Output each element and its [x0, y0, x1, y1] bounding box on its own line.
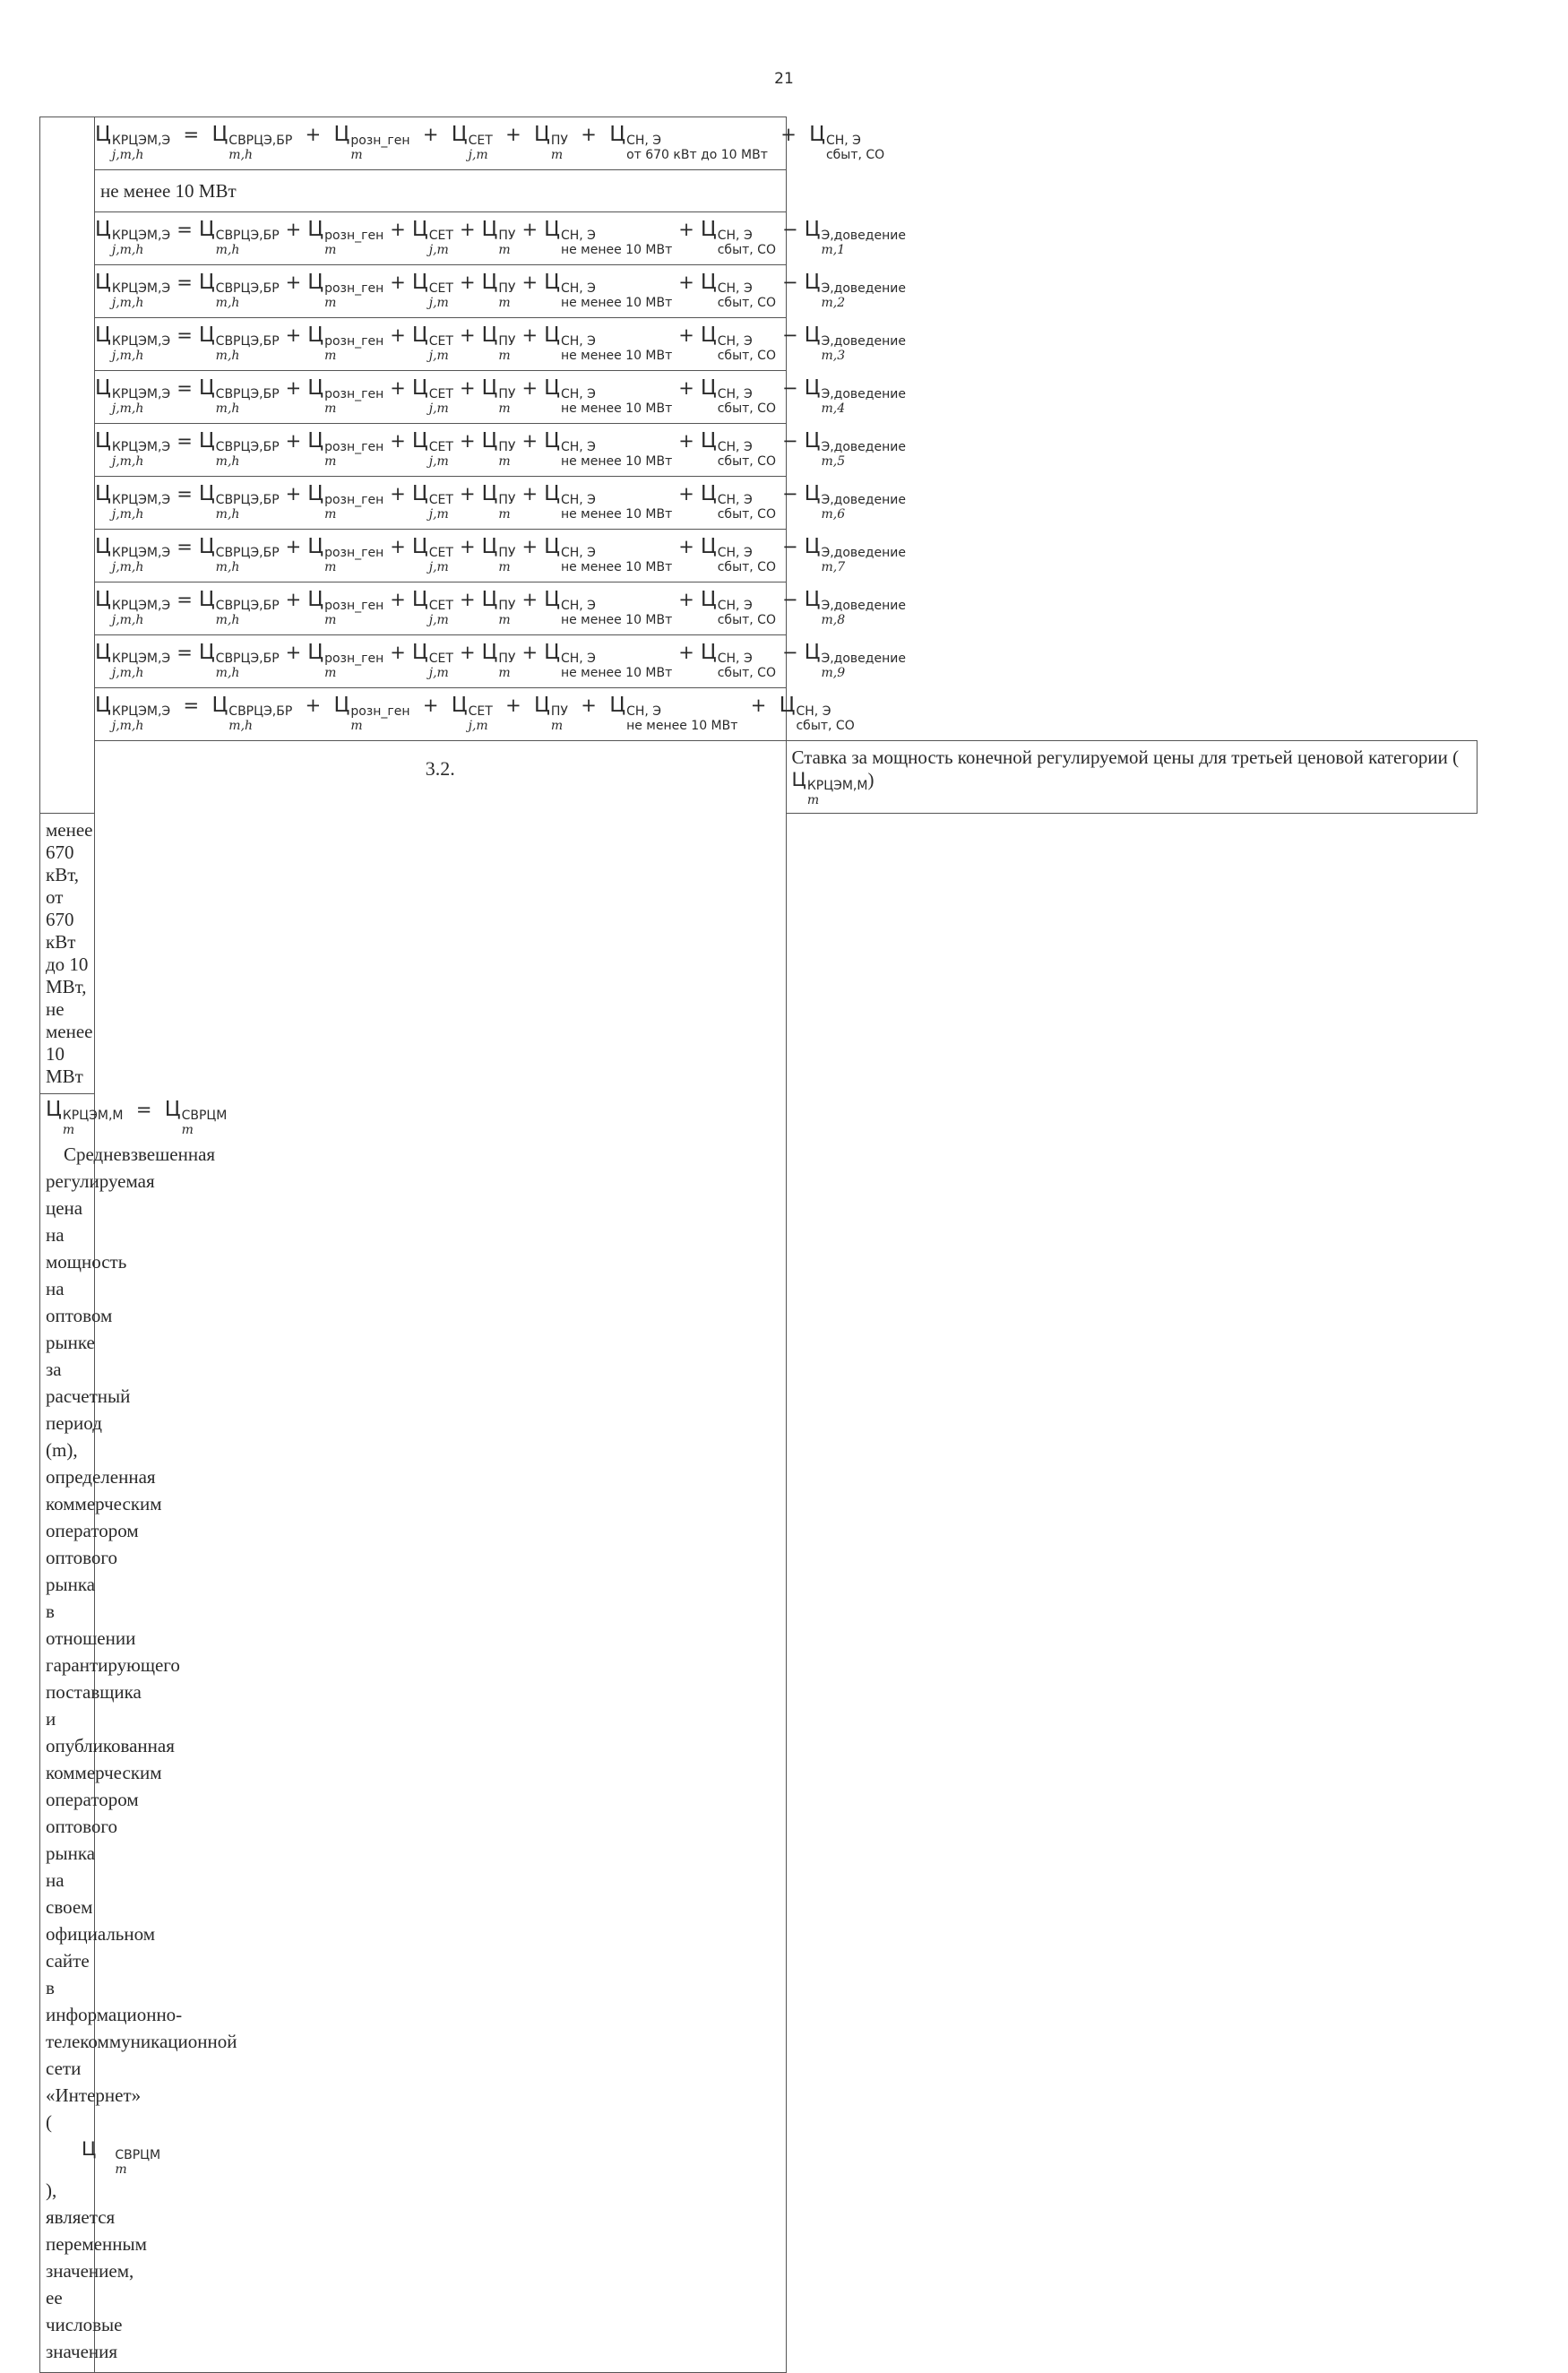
table-row	[40, 635, 1478, 688]
formula-cell	[95, 688, 855, 741]
table-row	[40, 424, 1478, 477]
table-row	[40, 582, 1478, 635]
section-number: 3.2.	[95, 741, 787, 2373]
table-row	[40, 741, 1478, 814]
tariff-table	[39, 116, 1478, 2373]
formula-cell	[95, 117, 885, 170]
table-row	[40, 212, 1478, 265]
formula-dov: Ц КРЦЭМ,Э j,m,h = Ц СВРЦЭ,БР m,h + Ц розн_ген m + Ц СЕТ j,m + Ц ПУ m + Ц СН, Э не менее 10 МВт + Ц СН, Э сбыт, СО − Ц Э,доведение m,8	[95, 582, 787, 635]
table-row	[40, 265, 1478, 318]
categories-label: менее 670 кВт, от 670 кВт до 10 МВт, не менее 10 МВт	[40, 814, 95, 1094]
formula-dov: Ц КРЦЭМ,Э j,m,h = Ц СВРЦЭ,БР m,h + Ц розн_ген m + Ц СЕТ j,m + Ц ПУ m + Ц СН, Э не менее 10 МВт + Ц СН, Э сбыт, СО − Ц Э,доведение m,4	[95, 371, 787, 424]
section-title: Ставка за мощность конечной регулируемой цены для третьей ценовой категории (	[791, 746, 1460, 768]
page-number: 21	[774, 70, 794, 88]
table-row	[40, 318, 1478, 371]
table-row	[40, 688, 1478, 741]
inline-symbol: Ц СВРЦМ m	[82, 2138, 161, 2177]
table-row	[40, 371, 1478, 424]
table-row	[40, 117, 1478, 170]
formula-dov: Ц КРЦЭМ,Э j,m,h = Ц СВРЦЭ,БР m,h + Ц розн_ген m + Ц СЕТ j,m + Ц ПУ m + Ц СН, Э не менее 10 МВт + Ц СН, Э сбыт, СО − Ц Э,доведение m,9	[95, 635, 787, 688]
section-symbol: Ц КРЦЭМ,М m	[791, 769, 868, 807]
row-number-empty	[40, 117, 95, 814]
table-row	[40, 477, 1478, 530]
formula-dov: Ц КРЦЭМ,Э j,m,h = Ц СВРЦЭ,БР m,h + Ц розн_ген m + Ц СЕТ j,m + Ц ПУ m + Ц СН, Э не менее 10 МВт + Ц СН, Э сбыт, СО − Ц Э,доведение m,7	[95, 530, 787, 582]
description-cell	[40, 1094, 237, 2373]
formula-dov: Ц КРЦЭМ,Э j,m,h = Ц СВРЦЭ,БР m,h + Ц розн_ген m + Ц СЕТ j,m + Ц ПУ m + Ц СН, Э не менее 10 МВт + Ц СН, Э сбыт, СО − Ц Э,доведение m,5	[95, 424, 787, 477]
table-row	[40, 170, 1478, 212]
formula-power: Ц КРЦЭМ,М m = Ц СВРЦМ m	[46, 1098, 228, 1137]
table-row	[40, 530, 1478, 582]
description-text: Средневзвешенная регулируемая цена на мощность на оптовом рынке за расчетный период (m), определенная коммерческим оператором оптового рынка в отношении гарантирующего поставщика и опубликованная коммерческим оператором оптового рынка на своем официальном сайте в информационно-телекоммуникационной сети «Интернет» (Ц СВРЦМ m ), является переменным значением, ее числовые значения	[46, 1143, 237, 2362]
section-title-end: )	[867, 769, 874, 790]
formula-dov: Ц КРЦЭМ,Э j,m,h = Ц СВРЦЭ,БР m,h + Ц розн_ген m + Ц СЕТ j,m + Ц ПУ m + Ц СН, Э не менее 10 МВт + Ц СН, Э сбыт, СО − Ц Э,доведение m,2	[95, 265, 787, 318]
formula-dov: Ц КРЦЭМ,Э j,m,h = Ц СВРЦЭ,БР m,h + Ц розн_ген m + Ц СЕТ j,m + Ц ПУ m + Ц СН, Э не менее 10 МВт + Ц СН, Э сбыт, СО − Ц Э,доведение m,3	[95, 318, 787, 371]
formula-top: Ц КРЦЭМ,Э j,m,h = Ц СВРЦЭ,БР m,h + Ц розн_ген m + Ц СЕТ j,m + Ц ПУ m + Ц СН, Э от 670 кВт до 10 МВт + Ц СН, Э сбыт, СО	[95, 123, 885, 162]
formula-dov: Ц КРЦЭМ,Э j,m,h = Ц СВРЦЭ,БР m,h + Ц розн_ген m + Ц СЕТ j,m + Ц ПУ m + Ц СН, Э не менее 10 МВт + Ц СН, Э сбыт, СО − Ц Э,доведение m,6	[95, 477, 787, 530]
formula-dov: Ц КРЦЭМ,Э j,m,h = Ц СВРЦЭ,БР m,h + Ц розн_ген m + Ц СЕТ j,m + Ц ПУ m + Ц СН, Э не менее 10 МВт + Ц СН, Э сбыт, СО − Ц Э,доведение m,1	[95, 212, 787, 265]
formula-last: Ц КРЦЭМ,Э j,m,h = Ц СВРЦЭ,БР m,h + Ц розн_ген m + Ц СЕТ j,m + Ц ПУ m + Ц СН, Э не менее 10 МВт + Ц СН, Э сбыт, СО	[95, 694, 855, 733]
section-title-cell	[786, 741, 1478, 814]
group-label: не менее 10 МВт	[95, 170, 787, 212]
